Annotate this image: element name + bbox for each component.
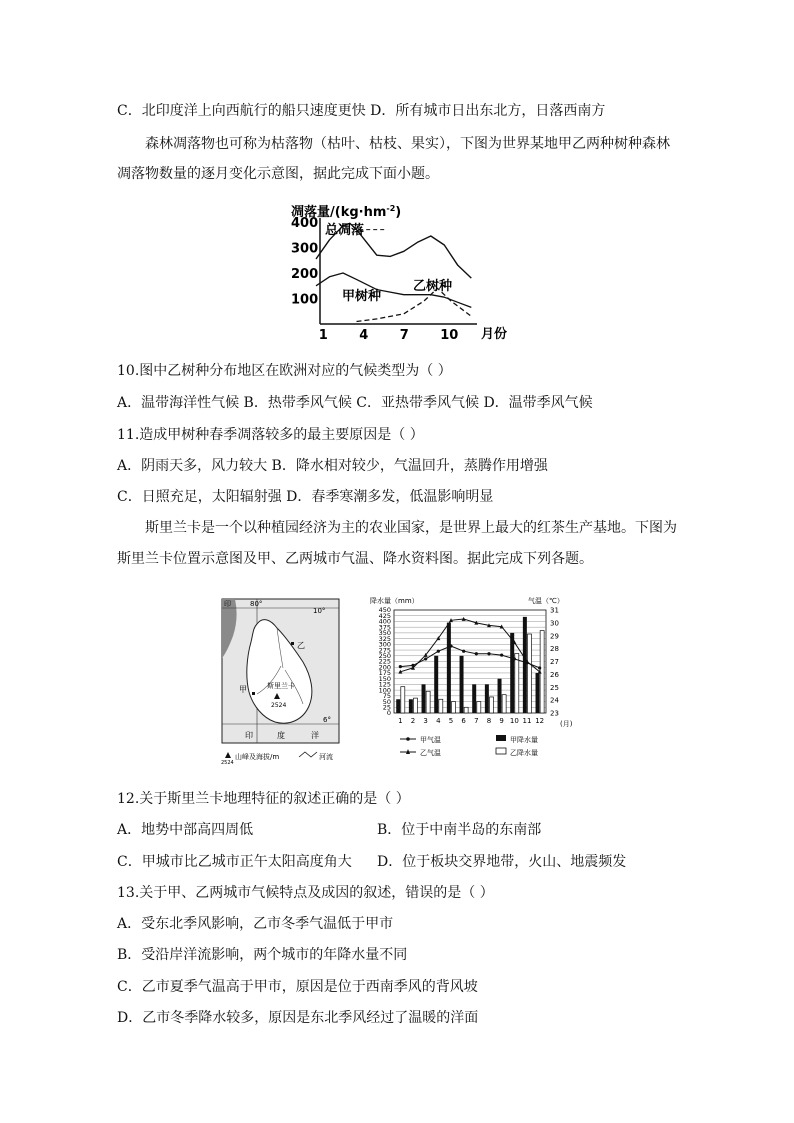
litter-ytick-200: 200	[291, 267, 319, 282]
climate-left-tick: 225	[378, 657, 391, 666]
climate-left-tick: 200	[378, 663, 391, 672]
climate-left-tick: 300	[378, 640, 391, 649]
climate-xtick-5: 5	[448, 717, 454, 725]
map-lat-10: 10°	[313, 607, 326, 615]
climate-left-tick: 25	[382, 703, 391, 712]
climate-left-tick: 450	[378, 606, 391, 615]
bar-yi-precip-6	[464, 707, 468, 713]
bar-jia-precip-12	[536, 673, 540, 713]
question-11-options-ab: A．阴雨天多，风力较大 B．降水相对较少，气温回升，蒸腾作用增强	[117, 458, 548, 474]
bar-jia-precip-1	[396, 699, 400, 713]
bar-jia-precip-11	[523, 617, 527, 713]
climate-right-tick: 26	[550, 670, 559, 679]
climate-left-tick: 150	[378, 674, 391, 683]
litter-ytick-400: 400	[291, 216, 319, 231]
climate-xtick-7: 7	[474, 717, 479, 725]
bar-jia-precip-6	[460, 656, 464, 713]
bar-yi-precip-8	[489, 697, 493, 713]
climate-xtick-9: 9	[499, 717, 504, 725]
climate-xtick-6: 6	[461, 717, 466, 725]
litter-ylabel: 凋落量$/(kg\cdot hm^{-2})$	[291, 204, 402, 220]
litter-xtick-7: 7	[399, 328, 409, 343]
legend-jia-precip: 甲降水量	[510, 736, 538, 744]
climate-left-tick: 50	[382, 697, 391, 706]
question-12-option-b: B．位于中南半岛的东南部	[377, 822, 542, 838]
bar-yi-precip-2	[413, 698, 417, 713]
label-species-jia: 甲树种	[342, 289, 382, 304]
climate-xtick-12: 12	[535, 717, 545, 725]
ocean-label-3: 洋	[311, 731, 319, 740]
legend-yi-temp: 乙气温	[420, 749, 441, 757]
question-13-option-c: C．乙市夏季气温高于甲市，原因是位于西南季风的背风坡	[117, 979, 478, 995]
climate-x-unit: (月)	[560, 720, 573, 728]
city-yi-marker	[291, 642, 294, 645]
bar-jia-precip-10	[510, 633, 514, 713]
bar-yi-precip-5	[451, 702, 455, 713]
paragraph-litter-intro-1: 森林凋落物也可称为枯落物（枯叶、枯枝、果实），下图为世界某地甲乙两种树种森林	[145, 136, 670, 152]
map-label-india: 印	[224, 600, 231, 608]
climate-left-tick: 0	[386, 709, 391, 718]
bar-jia-precip-4	[434, 656, 438, 713]
label-species-yi: 乙树种	[413, 279, 453, 294]
bar-yi-precip-1	[401, 687, 405, 713]
question-12-option-c: C．甲城市比乙城市正午太阳高度角大	[117, 854, 352, 870]
question-12-option-d: D．位于板块交界地带，火山、地震频发	[377, 854, 627, 870]
point-jia-temp-4	[437, 650, 440, 653]
map-lon-80: 80°	[250, 600, 263, 608]
question-13-option-b: B．受沿岸洋流影响，两个城市的年降水量不同	[117, 947, 408, 963]
climate-chart	[366, 594, 580, 762]
climate-xtick-8: 8	[486, 717, 492, 725]
question-11-options-cd: C．日照充足，太阳辐射强 D．春季寒潮多发，低温影响明显	[117, 489, 494, 505]
climate-right-title: 气温（℃）	[528, 597, 564, 605]
point-jia-temp-9	[500, 653, 503, 656]
question-11: 11.造成甲树种春季凋落较多的最主要原因是（ ）	[117, 427, 424, 443]
bar-jia-precip-3	[422, 684, 426, 713]
legend-jia-temp: 甲气温	[420, 736, 441, 744]
map-lat-6: 6°	[323, 716, 331, 724]
bar-yi-precip-11	[527, 634, 531, 713]
bar-jia-precip-8	[485, 684, 489, 713]
climate-left-tick: 325	[378, 634, 391, 643]
point-jia-temp-3	[424, 657, 427, 660]
point-jia-temp-7	[475, 652, 478, 655]
climate-right-tick: 23	[550, 709, 559, 718]
climate-left-tick: 75	[382, 692, 391, 701]
climate-xtick-10: 10	[509, 717, 519, 725]
climate-right-tick: 29	[550, 632, 559, 641]
litter-xlabel: 月份	[481, 327, 508, 342]
paragraph-srilanka-intro-1: 斯里兰卡是一个以种植园经济为主的农业国家，是世界上最大的红茶生产基地。下图为	[145, 520, 677, 536]
bar-jia-precip-9	[498, 679, 502, 713]
legend-yi-precip: 乙降水量	[510, 749, 538, 757]
question-13-option-a: A．受东北季风影响，乙市冬季气温低于甲市	[117, 916, 394, 932]
litter-ytick-300: 300	[291, 241, 319, 257]
point-jia-temp-5	[449, 644, 452, 647]
climate-xtick-2: 2	[410, 717, 416, 725]
climate-left-tick: 375	[378, 623, 391, 632]
city-jia-marker	[252, 692, 255, 695]
city-yi-label: 乙	[297, 641, 305, 650]
climate-right-tick: 27	[550, 658, 559, 666]
climate-legend	[400, 735, 538, 757]
option-line-c-d: C．北印度洋上向西航行的船只速度更快 D．所有城市日出东北方，日落西南方	[117, 103, 606, 119]
peak-elevation: 2524	[271, 702, 287, 709]
bar-yi-precip-10	[515, 653, 519, 713]
point-jia-temp-8	[487, 652, 490, 655]
legend-peak-text: 山峰及海拔/m	[235, 753, 280, 761]
litter-ytick-100: 100	[291, 292, 319, 308]
climate-left-tick: 100	[378, 686, 391, 695]
climate-right-tick: 28	[550, 645, 559, 654]
climate-xtick-4: 4	[436, 717, 441, 725]
litter-chart	[285, 196, 525, 346]
climate-left-tick: 125	[378, 680, 391, 689]
climate-left-tick: 250	[378, 651, 391, 660]
climate-left-title: 降水量（mm）	[370, 597, 419, 605]
city-jia-label: 甲	[239, 685, 247, 694]
paragraph-litter-intro-2: 凋落物数量的逐月变化示意图，据此完成下面小题。	[117, 166, 439, 182]
climate-left-tick: 400	[378, 617, 391, 626]
legend-river-text: 河流	[319, 753, 333, 761]
srilanka-map	[219, 596, 343, 766]
climate-left-tick: 275	[378, 646, 391, 655]
climate-xtick-11: 11	[522, 717, 532, 725]
ocean-label-1: 印	[245, 731, 253, 740]
ocean-label-2: 度	[277, 731, 285, 740]
legend-elevation-sample: 2524	[221, 760, 234, 766]
question-12-option-a: A．地势中部高四周低	[117, 822, 254, 838]
climate-right-tick: 24	[550, 696, 559, 705]
label-total-litter: 总凋落	[325, 223, 365, 238]
question-12: 12.关于斯里兰卡地理特征的叙述正确的是（ ）	[117, 791, 410, 807]
bar-yi-precip-4	[439, 699, 443, 713]
point-jia-temp-10	[513, 657, 516, 660]
question-13-option-d: D．乙市冬季降水较多，原因是东北季风经过了温暖的洋面	[117, 1010, 479, 1026]
country-label: 斯里兰卡	[267, 682, 295, 690]
bar-jia-precip-7	[472, 684, 476, 713]
climate-xtick-1: 1	[398, 717, 403, 725]
climate-xtick-3: 3	[423, 717, 428, 725]
climate-right-tick: 25	[550, 683, 559, 692]
litter-xtick-1: 1	[318, 328, 328, 343]
point-jia-temp-1	[399, 665, 402, 668]
point-jia-temp-6	[462, 650, 465, 653]
question-10-options: A．温带海洋性气候 B．热带季风气候 C．亚热带季风气候 D．温带季风气候	[117, 395, 593, 411]
climate-left-tick: 175	[378, 669, 391, 678]
climate-left-tick: 350	[378, 629, 391, 638]
bar-jia-precip-2	[409, 699, 413, 713]
climate-right-tick: 30	[550, 619, 559, 628]
bar-yi-precip-3	[426, 691, 430, 713]
question-10: 10.图中乙树种分布地区在欧洲对应的气候类型为（ ）	[117, 363, 452, 379]
question-13: 13.关于甲、乙两城市气候特点及成因的叙述，错误的是（ ）	[117, 885, 494, 901]
climate-left-tick: 425	[378, 611, 391, 620]
point-jia-temp-12	[538, 666, 541, 669]
paragraph-srilanka-intro-2: 斯里兰卡位置示意图及甲、乙两城市气温、降水资料图。据此完成下列各题。	[117, 551, 593, 567]
climate-right-tick: 31	[550, 606, 559, 615]
bar-yi-precip-9	[502, 695, 506, 713]
litter-xtick-10: 10	[440, 328, 459, 343]
litter-xtick-4: 4	[359, 328, 369, 343]
bar-yi-precip-7	[477, 702, 481, 713]
bar-jia-precip-5	[447, 623, 451, 713]
